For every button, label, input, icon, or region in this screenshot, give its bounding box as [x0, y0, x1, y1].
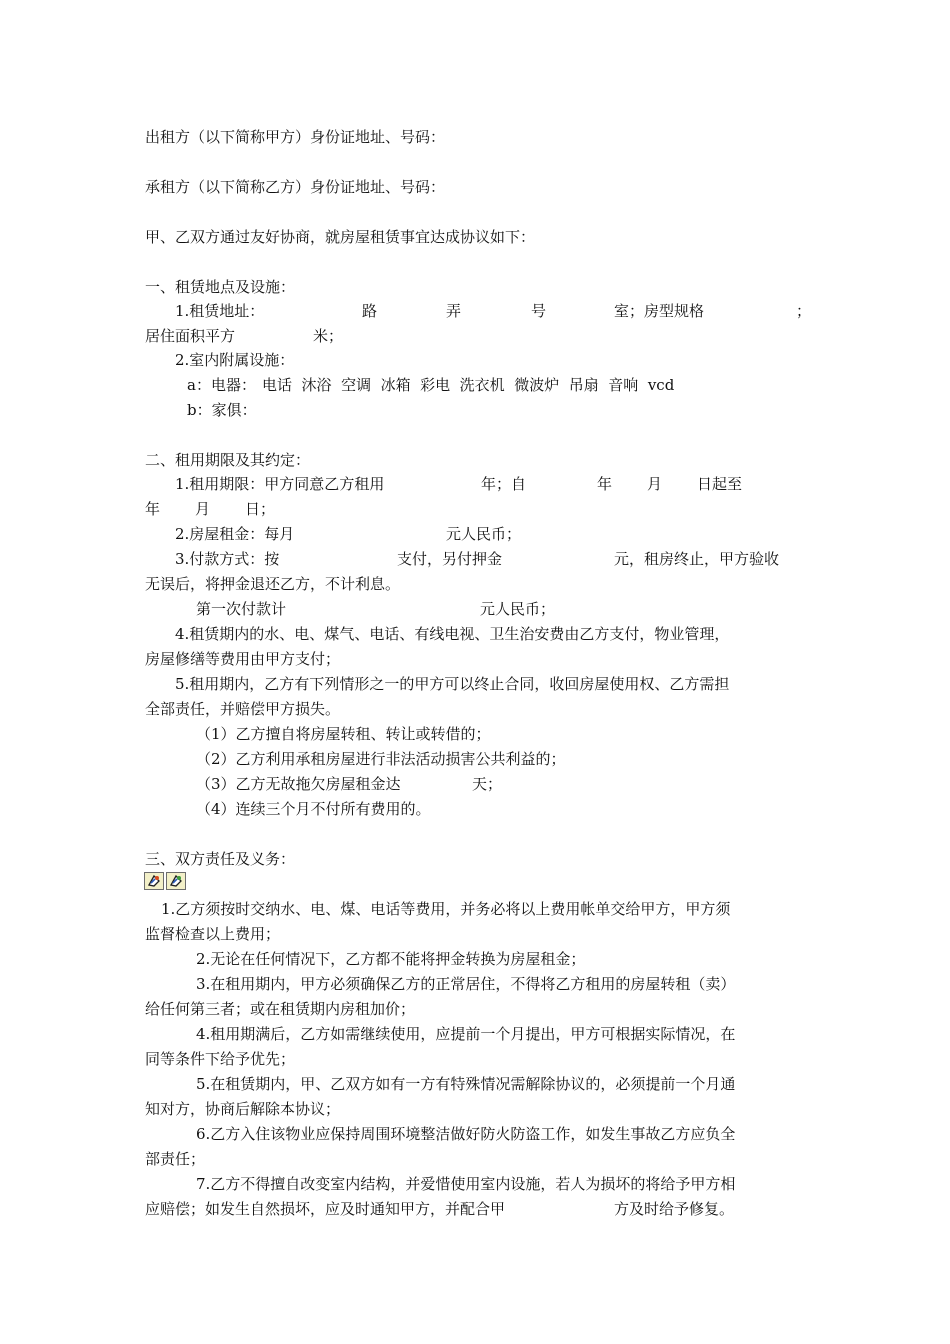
condition-1: （1）乙方擅自将房屋转租、转让或转借的； [196, 725, 491, 743]
rent-label: 2.房屋租金：每月 [175, 525, 295, 543]
area-line [0, 326, 950, 346]
term-text-4: 月 [647, 475, 663, 493]
condition-2: （2）乙方利用承租房屋进行非法活动损害公共利益的； [196, 750, 566, 768]
term-text-3: 年 [597, 475, 613, 493]
address-number: 号 [531, 302, 547, 320]
rent-unit: 元人民币； [446, 525, 522, 543]
term-text-5: 日起至 [697, 475, 743, 493]
utilities-line-1: 4.租赁期内的水、电、煤气、电话、有线电视、卫生治安费由乙方支付，物业管理， [175, 625, 730, 643]
duty-5-line-2: 知对方，协商后解除本协议； [145, 1100, 341, 1118]
section-3-title: 三、双方责任及义务： [145, 850, 296, 868]
term-text-7: 月 [195, 500, 211, 518]
term-text-8: 日； [245, 500, 276, 518]
duty-1-line-1: 1.乙方须按时交纳水、电、煤、电话等费用，并务必将以上费用帐单交给甲方，甲方须 [161, 900, 731, 918]
duty-6-line-2: 部责任； [145, 1150, 206, 1168]
facilities-a-items: 电话 沐浴 空调 冰箱 彩电 洗衣机 微波炉 吊扇 音响 vcd [262, 376, 675, 394]
address-road: 路 [362, 302, 378, 320]
duty-7-text-2: 应赔偿；如发生自然损坏，应及时通知甲方，并配合甲 [145, 1200, 506, 1218]
facilities-label: 2.室内附属设施： [175, 351, 295, 369]
facilities-a-line [0, 375, 950, 395]
duty-7-line-2 [0, 1199, 950, 1219]
first-payment-unit: 元人民币； [480, 600, 556, 618]
payment-text-3: 元，租房终止，甲方验收 [614, 550, 780, 568]
payment-text-4: 无误后，将押金退还乙方，不计利息。 [145, 575, 401, 593]
utilities-line-2: 房屋修缮等费用由甲方支付； [145, 650, 341, 668]
duty-4-line-1: 4.租用期满后，乙方如需继续使用，应提前一个月提出，甲方可根据实际情况，在 [196, 1025, 736, 1043]
object-toolbar [144, 872, 186, 890]
duty-5-line-1: 5.在租赁期内，甲、乙双方如有一方有特殊情况需解除协议的，必须提前一个月通 [196, 1075, 736, 1093]
duty-6-line-1: 6.乙方入住该物业应保持周围环境整洁做好防火防盗工作，如发生事故乙方应负全 [196, 1125, 736, 1143]
payment-text-2: 支付，另付押金 [397, 550, 503, 568]
term-text-1: 1.租用期限：甲方同意乙方租用 [175, 475, 385, 493]
term-line [0, 474, 950, 494]
area-unit: 米； [313, 327, 344, 345]
duty-2-line: 2.无论在任何情况下，乙方都不能将押金转换为房屋租金； [196, 950, 586, 968]
term-text-6: 年 [145, 500, 161, 518]
facilities-a-label: a：电器： [187, 376, 256, 394]
address-end: ； [796, 302, 812, 320]
termination-line-1: 5.租用期内，乙方有下列情形之一的甲方可以终止合同，收回房屋使用权、乙方需担 [175, 675, 730, 693]
payment-text-1: 3.付款方式：按 [175, 550, 280, 568]
address-room: 室；房型规格 [614, 302, 705, 320]
duty-3-line-2: 给任何第三者；或在租赁期内房租加价； [145, 1000, 416, 1018]
editor-icon[interactable] [166, 872, 186, 890]
termination-line-2: 全部责任，并赔偿甲方损失。 [145, 700, 341, 718]
first-payment-line [0, 599, 950, 619]
payment-line [0, 549, 950, 569]
condition-4: （4）连续三个月不付所有费用的。 [196, 800, 431, 818]
facilities-b-line: b：家俱： [187, 401, 257, 419]
duty-7-line-1: 7.乙方不得擅自改变室内结构，并爱惜使用室内设施，若人为损坏的将给予甲方相 [196, 1175, 736, 1193]
term-text-2: 年；自 [481, 475, 527, 493]
section-1-title: 一、租赁地点及设施： [145, 278, 296, 296]
duty-7-text-3: 方及时给予修复。 [614, 1200, 735, 1218]
lessee-line: 承租方（以下简称乙方）身份证地址、号码： [145, 178, 446, 196]
duty-4-line-2: 同等条件下给予优先； [145, 1050, 296, 1068]
first-payment-label: 第一次付款计 [196, 600, 287, 618]
condition-3 [0, 774, 950, 794]
rent-line [0, 524, 950, 544]
term-end-line [0, 499, 950, 519]
condition-3-text: （3）乙方无故拖欠房屋租金达 [196, 775, 401, 793]
address-label: 1.租赁地址： [175, 302, 265, 320]
lessor-line: 出租方（以下简称甲方）身份证地址、号码： [145, 128, 446, 146]
intro-line: 甲、乙双方通过友好协商，就房屋租赁事宜达成协议如下： [145, 228, 536, 246]
area-label: 居住面积平方 [145, 327, 236, 345]
editor-icon[interactable] [144, 872, 164, 890]
address-line [0, 301, 950, 321]
duty-1-line-2: 监督检查以上费用； [145, 925, 281, 943]
address-lane: 弄 [446, 302, 462, 320]
section-2-title: 二、租用期限及其约定： [145, 451, 311, 469]
duty-3-line-1: 3.在租用期内，甲方必须确保乙方的正常居住，不得将乙方租用的房屋转租（卖） [196, 975, 736, 993]
condition-3-unit: 天； [472, 775, 503, 793]
